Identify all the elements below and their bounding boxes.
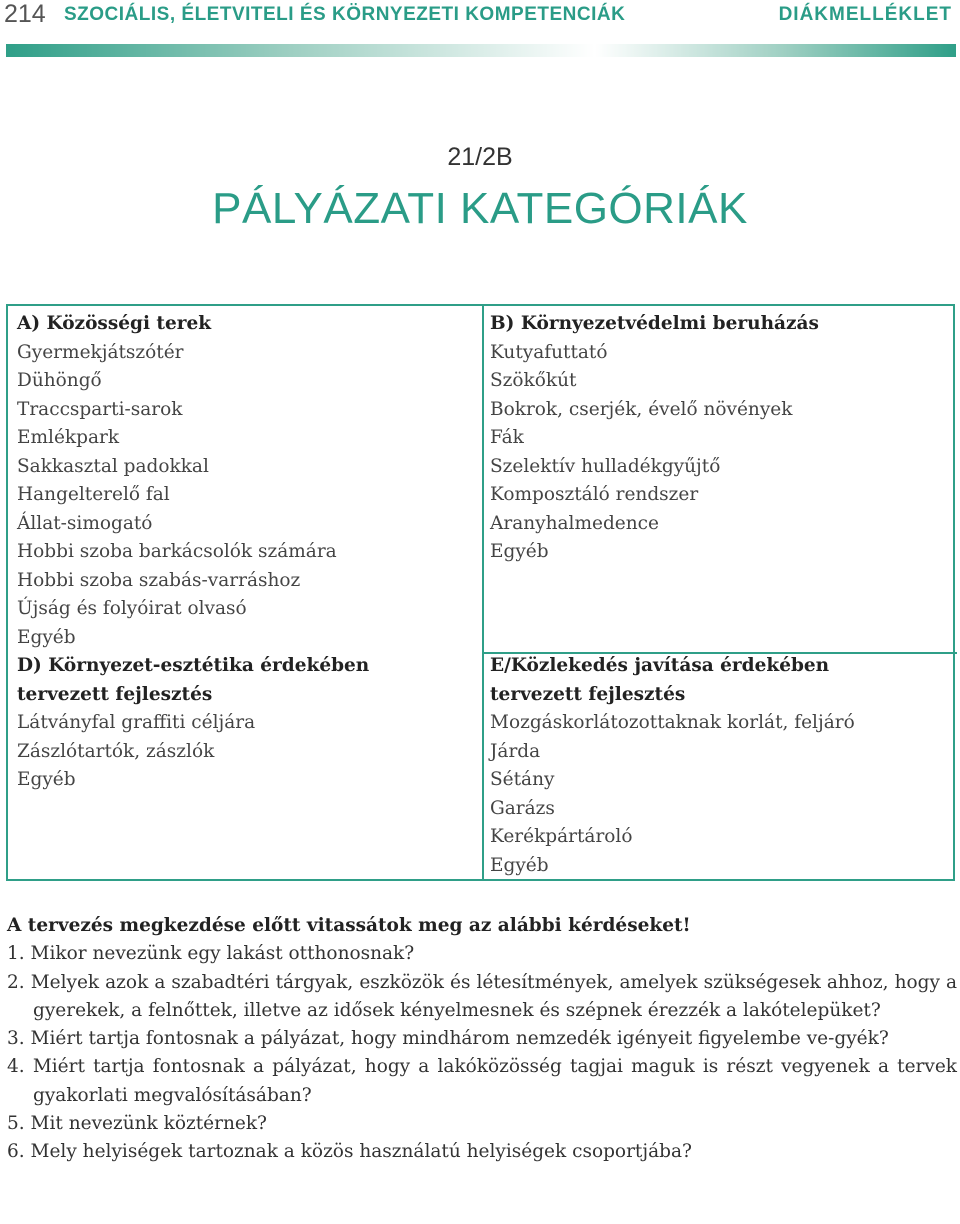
category-heading: A) Közösségi terek — [17, 313, 212, 334]
category-item: Újság és folyóirat olvasó — [17, 598, 247, 619]
category-item: Traccsparti-sarok — [17, 398, 183, 420]
question-item: 6. Mely helyiségek tartoznak a közös használatú helyiségek csoportjába? — [7, 1141, 692, 1163]
question-item: 4. Miért tartja fontosnak a pályázat, hogy a lakóközösség tagjai maguk is részt vegyenek a tervek gyakorlati megvalósításában? — [7, 1056, 957, 1106]
question-item: 1. Mikor nevezünk egy lakást otthonosnak? — [7, 943, 415, 965]
document-code: 21/2B — [447, 143, 513, 171]
category-item: Kutyafuttató — [490, 341, 608, 363]
category-item: Szökőkút — [490, 370, 577, 391]
category-item: Fák — [490, 427, 524, 448]
category-item: Egyéb — [490, 854, 549, 876]
questions-intro: A tervezés megkezdése előtt vitassátok meg az alábbi kérdéseket! — [7, 915, 691, 936]
category-item: Egyéb — [490, 541, 549, 562]
category-item: Komposztáló rendszer — [490, 484, 699, 505]
category-e — [490, 652, 950, 880]
category-item: Gyermekjátszótér — [17, 341, 184, 363]
category-item: Aranyhalmedence — [490, 512, 659, 534]
category-item: Dühöngő — [17, 370, 102, 391]
question-item: 2. Melyek azok a szabadtéri tárgyak, eszközök és létesítmények, amelyek szükségesek ahhoz, hogy a gyerekek, a felnőttek, illetve az idősek kényelmesnek és szépnek érezzék a lakótelepüket? — [7, 971, 957, 1021]
question-item: 5. Mit nevezünk köztérnek? — [7, 1113, 267, 1135]
category-a — [17, 310, 477, 652]
category-item: Sakkasztal padokkal — [17, 455, 209, 477]
category-item: Sétány — [490, 769, 555, 790]
category-item: Állat-simogató — [17, 512, 153, 534]
header-section: DIÁKMELLÉKLET — [778, 4, 952, 25]
category-item: Hobbi szoba szabás-varráshoz — [17, 569, 301, 591]
category-heading: E/Közlekedés javítása érdekében — [490, 655, 830, 676]
page-header — [0, 0, 960, 30]
category-item: Hobbi szoba barkácsolók számára — [17, 541, 337, 562]
category-heading-continued: tervezett fejlesztés — [490, 683, 686, 705]
category-item: Szelektív hulladékgyűjtő — [490, 455, 721, 477]
document-title: PÁLYÁZATI KATEGÓRIÁK — [212, 184, 748, 233]
category-item: Zászlótartók, zászlók — [17, 740, 215, 762]
category-item: Bokrok, cserjék, évelő növények — [490, 398, 793, 420]
category-grid — [6, 304, 955, 881]
category-b — [490, 310, 950, 567]
category-item: Hangelterelő fal — [17, 484, 170, 505]
category-item: Mozgáskorlátozottaknak korlát, feljáró — [490, 712, 855, 733]
grid-vertical-divider — [482, 306, 484, 879]
page-number: 214 — [4, 0, 46, 28]
category-item: Emlékpark — [17, 427, 120, 448]
discussion-questions — [7, 912, 957, 1167]
category-d — [17, 652, 477, 795]
header-title: SZOCIÁLIS, ÉLETVITELI ÉS KÖRNYEZETI KOMPETENCIÁK — [64, 4, 626, 25]
question-item: 3. Miért tartja fontosnak a pályázat, hogy mindhárom nemzedék igényeit figyelembe ve-gyék? — [7, 1028, 889, 1050]
category-item: Egyéb — [17, 626, 76, 648]
category-item: Garázs — [490, 797, 555, 819]
category-heading: D) Környezet-esztétika érdekében — [17, 655, 370, 676]
category-item: Látványfal graffiti céljára — [17, 712, 256, 733]
category-item: Egyéb — [17, 769, 76, 790]
category-heading: B) Környezetvédelmi beruházás — [490, 313, 819, 334]
category-heading-continued: tervezett fejlesztés — [17, 683, 213, 705]
category-item: Járda — [490, 740, 541, 762]
header-divider — [6, 44, 956, 57]
category-item: Kerékpártároló — [490, 826, 633, 847]
